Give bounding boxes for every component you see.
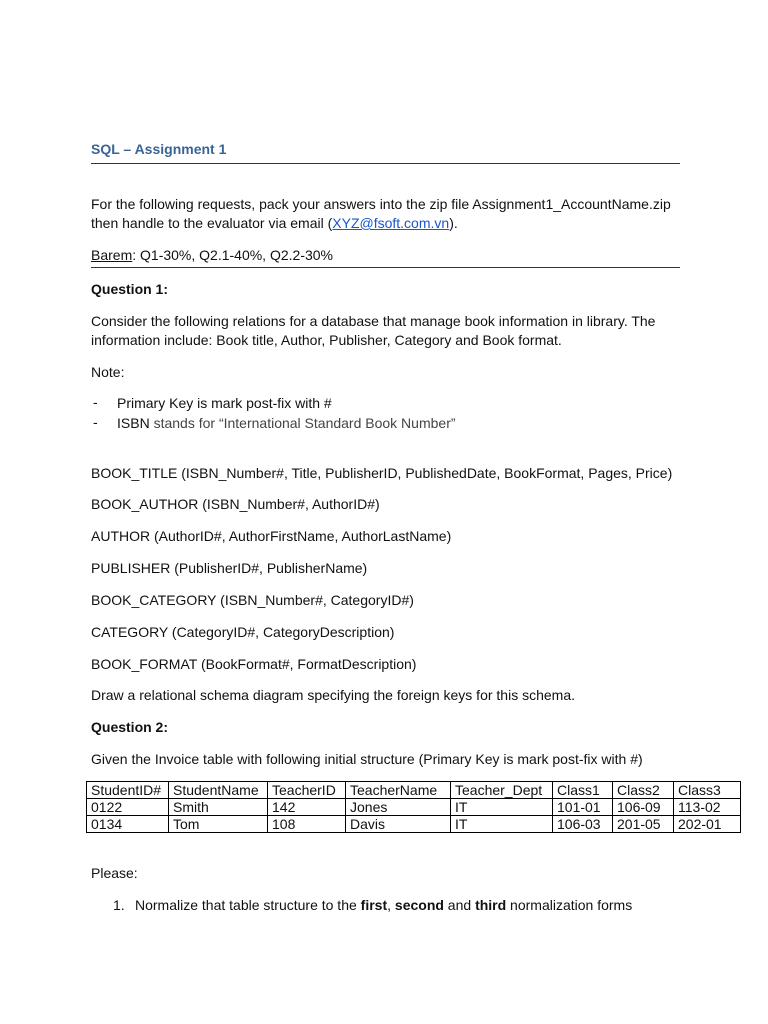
- table-header-cell: TeacherName: [346, 782, 451, 799]
- table-cell: Davis: [346, 816, 451, 833]
- table-cell: 202-01: [674, 816, 741, 833]
- table-header-cell: Class1: [553, 782, 613, 799]
- table-row: [87, 799, 741, 816]
- table-cell: 142: [268, 799, 346, 816]
- note-label: Note:: [91, 364, 125, 380]
- title-rule: [91, 163, 680, 164]
- list-item-1-text: [135, 896, 632, 915]
- item1-part: Normalize that table structure to the: [135, 897, 361, 913]
- table-header-cell: Class3: [674, 782, 741, 799]
- table-header-cell: StudentID#: [87, 782, 169, 799]
- table-cell: Smith: [169, 799, 268, 816]
- q1-task: Draw a relational schema diagram specifying the foreign keys for this schema.: [91, 687, 575, 703]
- question-2-title: Question 2:: [91, 719, 169, 735]
- item1-bold-second: second: [394, 897, 444, 913]
- table-cell: Tom: [169, 816, 268, 833]
- intro-line-2-prefix: then handle to the evaluator via email (: [91, 215, 333, 231]
- bullet-primary-key: Primary Key is mark post-fix with #: [117, 395, 332, 411]
- q1-desc-line-1: Consider the following relations for a database that manage book information in library. The: [91, 313, 656, 329]
- intro-line-2-suffix: ).: [449, 215, 458, 231]
- item1-part: and: [443, 897, 476, 913]
- table-cell: 0134: [87, 816, 169, 833]
- relation-book-category: BOOK_CATEGORY (ISBN_Number#, CategoryID#): [91, 592, 414, 608]
- bullet-dash-1: -: [93, 394, 98, 410]
- barem-text: : Q1-30%, Q2.1-40%, Q2.2-30%: [132, 247, 333, 263]
- intro-line-2: [91, 214, 458, 233]
- invoice-table: [86, 781, 741, 833]
- table-cell: IT: [451, 799, 553, 816]
- question-1-title: Question 1:: [91, 281, 169, 297]
- email-link[interactable]: XYZ@fsoft.com.vn: [332, 215, 450, 231]
- item1-bold-third: third: [475, 897, 507, 913]
- barem-label: Barem: [91, 247, 133, 263]
- bullet-isbn: [117, 414, 456, 433]
- item1-part: normalization forms: [506, 897, 633, 913]
- table-cell: 101-01: [553, 799, 613, 816]
- table-cell: 106-09: [613, 799, 674, 816]
- table-header-row: [87, 782, 741, 799]
- relation-book-format: BOOK_FORMAT (BookFormat#, FormatDescription): [91, 656, 417, 672]
- table-header-cell: Class2: [613, 782, 674, 799]
- table-header-cell: Teacher_Dept: [451, 782, 553, 799]
- item1-bold-first: first: [360, 897, 388, 913]
- q2-desc: Given the Invoice table with following initial structure (Primary Key is mark post-fix with #): [91, 751, 643, 767]
- table-cell: 106-03: [553, 816, 613, 833]
- table-cell: 0122: [87, 799, 169, 816]
- table-row: [87, 816, 741, 833]
- relation-book-title: BOOK_TITLE (ISBN_Number#, Title, PublisherID, PublishedDate, BookFormat, Pages, Price): [91, 465, 673, 481]
- relation-author: AUTHOR (AuthorID#, AuthorFirstName, AuthorLastName): [91, 528, 452, 544]
- table-cell: Jones: [346, 799, 451, 816]
- bullet-dash-2: -: [93, 414, 98, 430]
- item1-part: ,: [387, 897, 395, 913]
- please-label: Please:: [91, 865, 138, 881]
- isbn-term: ISBN: [117, 415, 150, 431]
- table-header-cell: TeacherID: [268, 782, 346, 799]
- page-title: SQL – Assignment 1: [91, 141, 227, 157]
- relation-category: CATEGORY (CategoryID#, CategoryDescription): [91, 624, 395, 640]
- table-cell: 113-02: [674, 799, 741, 816]
- table-cell: 201-05: [613, 816, 674, 833]
- relation-book-author: BOOK_AUTHOR (ISBN_Number#, AuthorID#): [91, 496, 380, 512]
- table-header-cell: StudentName: [169, 782, 268, 799]
- q1-desc-line-2: information include: Book title, Author, Publisher, Category and Book format.: [91, 332, 562, 348]
- barem-line: [91, 246, 333, 265]
- isbn-definition: stands for “International Standard Book Number”: [149, 415, 456, 431]
- intro-line-1: For the following requests, pack your answers into the zip file Assignment1_AccountName.zip: [91, 196, 671, 212]
- relation-publisher: PUBLISHER (PublisherID#, PublisherName): [91, 560, 368, 576]
- table-cell: 108: [268, 816, 346, 833]
- list-item-1-number: 1.: [113, 897, 125, 913]
- barem-rule: [91, 267, 680, 268]
- table-cell: IT: [451, 816, 553, 833]
